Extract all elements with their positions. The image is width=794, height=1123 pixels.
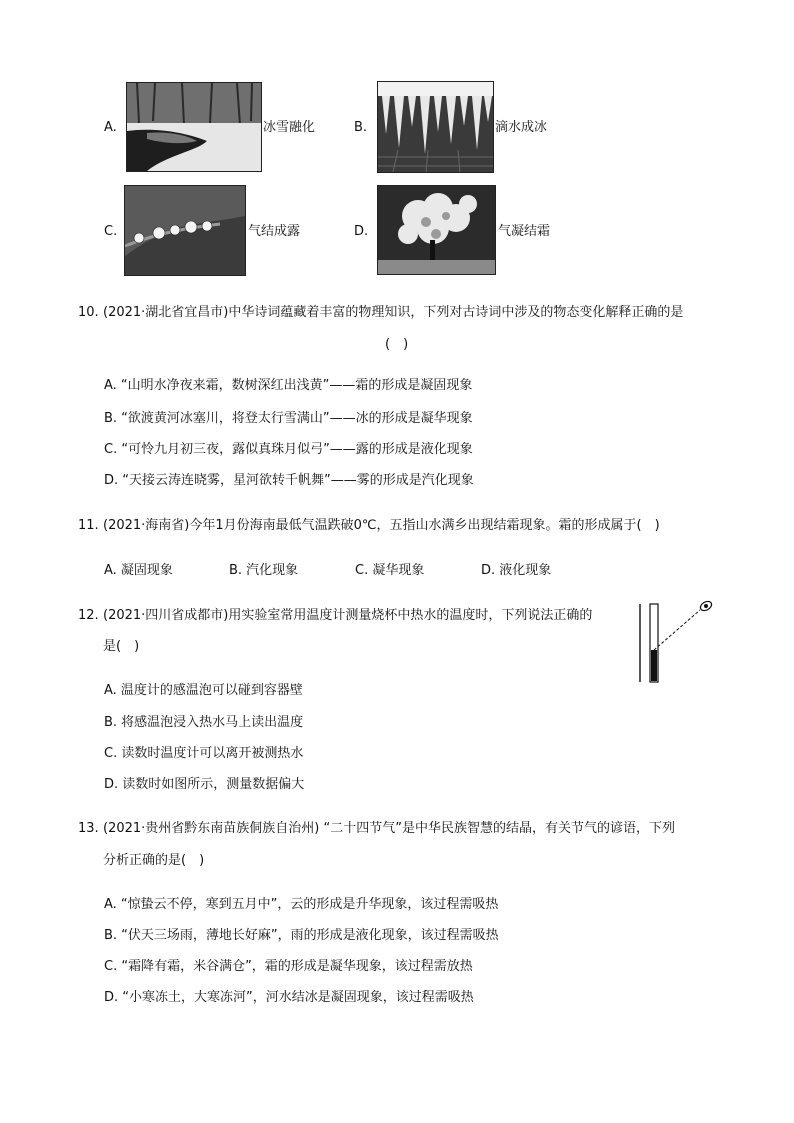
q9-option-b-letter: B. bbox=[354, 120, 368, 135]
option-b[interactable]: B. “伏天三场雨，薄地长好麻”，雨的形成是液化现象，该过程需吸热 bbox=[104, 928, 499, 943]
question-stem-line1: (2021·贵州省黔东南苗族侗族自治州) “二十四节气”是中华民族智慧的结晶，有关节气的谚语，下列 bbox=[103, 821, 675, 836]
question-stem: (2021·湖北省宜昌市)中华诗词蕴藏着丰富的物理知识，下列对古诗词中涉及的物态变化解释正确的是 bbox=[103, 305, 684, 320]
icicles-photo bbox=[377, 81, 494, 173]
option-b[interactable]: B. “欲渡黄河冰塞川，将登太行雪满山”——冰的形成是凝华现象 bbox=[104, 411, 473, 426]
option-c[interactable]: C. “霜降有霜，米谷满仓”，霜的形成是凝华现象，该过程需放热 bbox=[104, 959, 473, 974]
question-stem-line2: 是( ) bbox=[103, 639, 140, 654]
option-a[interactable]: A. 凝固现象 bbox=[104, 563, 173, 578]
option-b[interactable]: B. 将感温泡浸入热水马上读出温度 bbox=[104, 715, 304, 730]
option-d[interactable]: D. 液化现象 bbox=[481, 563, 552, 578]
q9-option-d-letter: D. bbox=[354, 224, 369, 239]
q9-option-a-caption: 冰雪融化 bbox=[263, 120, 316, 135]
option-d[interactable]: D. “天接云涛连晓雾，星河欲转千帆舞”——雾的形成是汽化现象 bbox=[104, 473, 474, 488]
q9-option-b-caption: 滴水成冰 bbox=[495, 120, 548, 135]
option-c[interactable]: C. 凝华现象 bbox=[355, 563, 425, 578]
question-number: 10. bbox=[78, 305, 99, 320]
question-stem-line2: 分析正确的是( ) bbox=[103, 853, 205, 868]
question-number: 11. bbox=[78, 518, 99, 533]
question-stem-line1: (2021·四川省成都市)用实验室常用温度计测量烧杯中热水的温度时，下列说法正确的 bbox=[103, 608, 593, 623]
question-number: 13. bbox=[78, 821, 99, 836]
question-stem: (2021·海南省)今年1月份海南最低气温跌破0℃，五指山水满乡出现结霜现象。霜的形成属于( ) bbox=[103, 518, 660, 533]
option-c[interactable]: C. 读数时温度计可以离开被测热水 bbox=[104, 746, 304, 761]
snow-melt-photo bbox=[126, 82, 262, 172]
option-b[interactable]: B. 汽化现象 bbox=[229, 563, 299, 578]
option-a[interactable]: A. “惊蛰云不停，寒到五月中”，云的形成是升华现象，该过程需吸热 bbox=[104, 897, 499, 912]
option-d[interactable]: D. 读数时如图所示，测量数据偏大 bbox=[104, 777, 305, 792]
q9-option-a-letter: A. bbox=[104, 120, 117, 135]
question-number: 12. bbox=[78, 608, 99, 623]
q9-option-c-letter: C. bbox=[104, 224, 118, 239]
dew-photo bbox=[124, 185, 246, 276]
option-a[interactable]: A. 温度计的感温泡可以碰到容器壁 bbox=[104, 683, 303, 698]
option-a[interactable]: A. “山明水净夜来霜，数树深红出浅黄”——霜的形成是凝固现象 bbox=[104, 378, 473, 393]
frost-tree-photo bbox=[377, 185, 496, 275]
q9-option-d-caption: 气凝结霜 bbox=[498, 224, 551, 239]
option-d[interactable]: D. “小寒冻土，大寒冻河”，河水结冰是凝固现象，该过程需吸热 bbox=[104, 990, 474, 1005]
q9-option-c-caption: 气结成露 bbox=[248, 224, 301, 239]
option-c[interactable]: C. “可怜九月初三夜，露似真珠月似弓”——露的形成是液化现象 bbox=[104, 442, 473, 457]
answer-blank: ( ) bbox=[385, 337, 409, 352]
thermometer-eye-diagram bbox=[632, 598, 718, 684]
